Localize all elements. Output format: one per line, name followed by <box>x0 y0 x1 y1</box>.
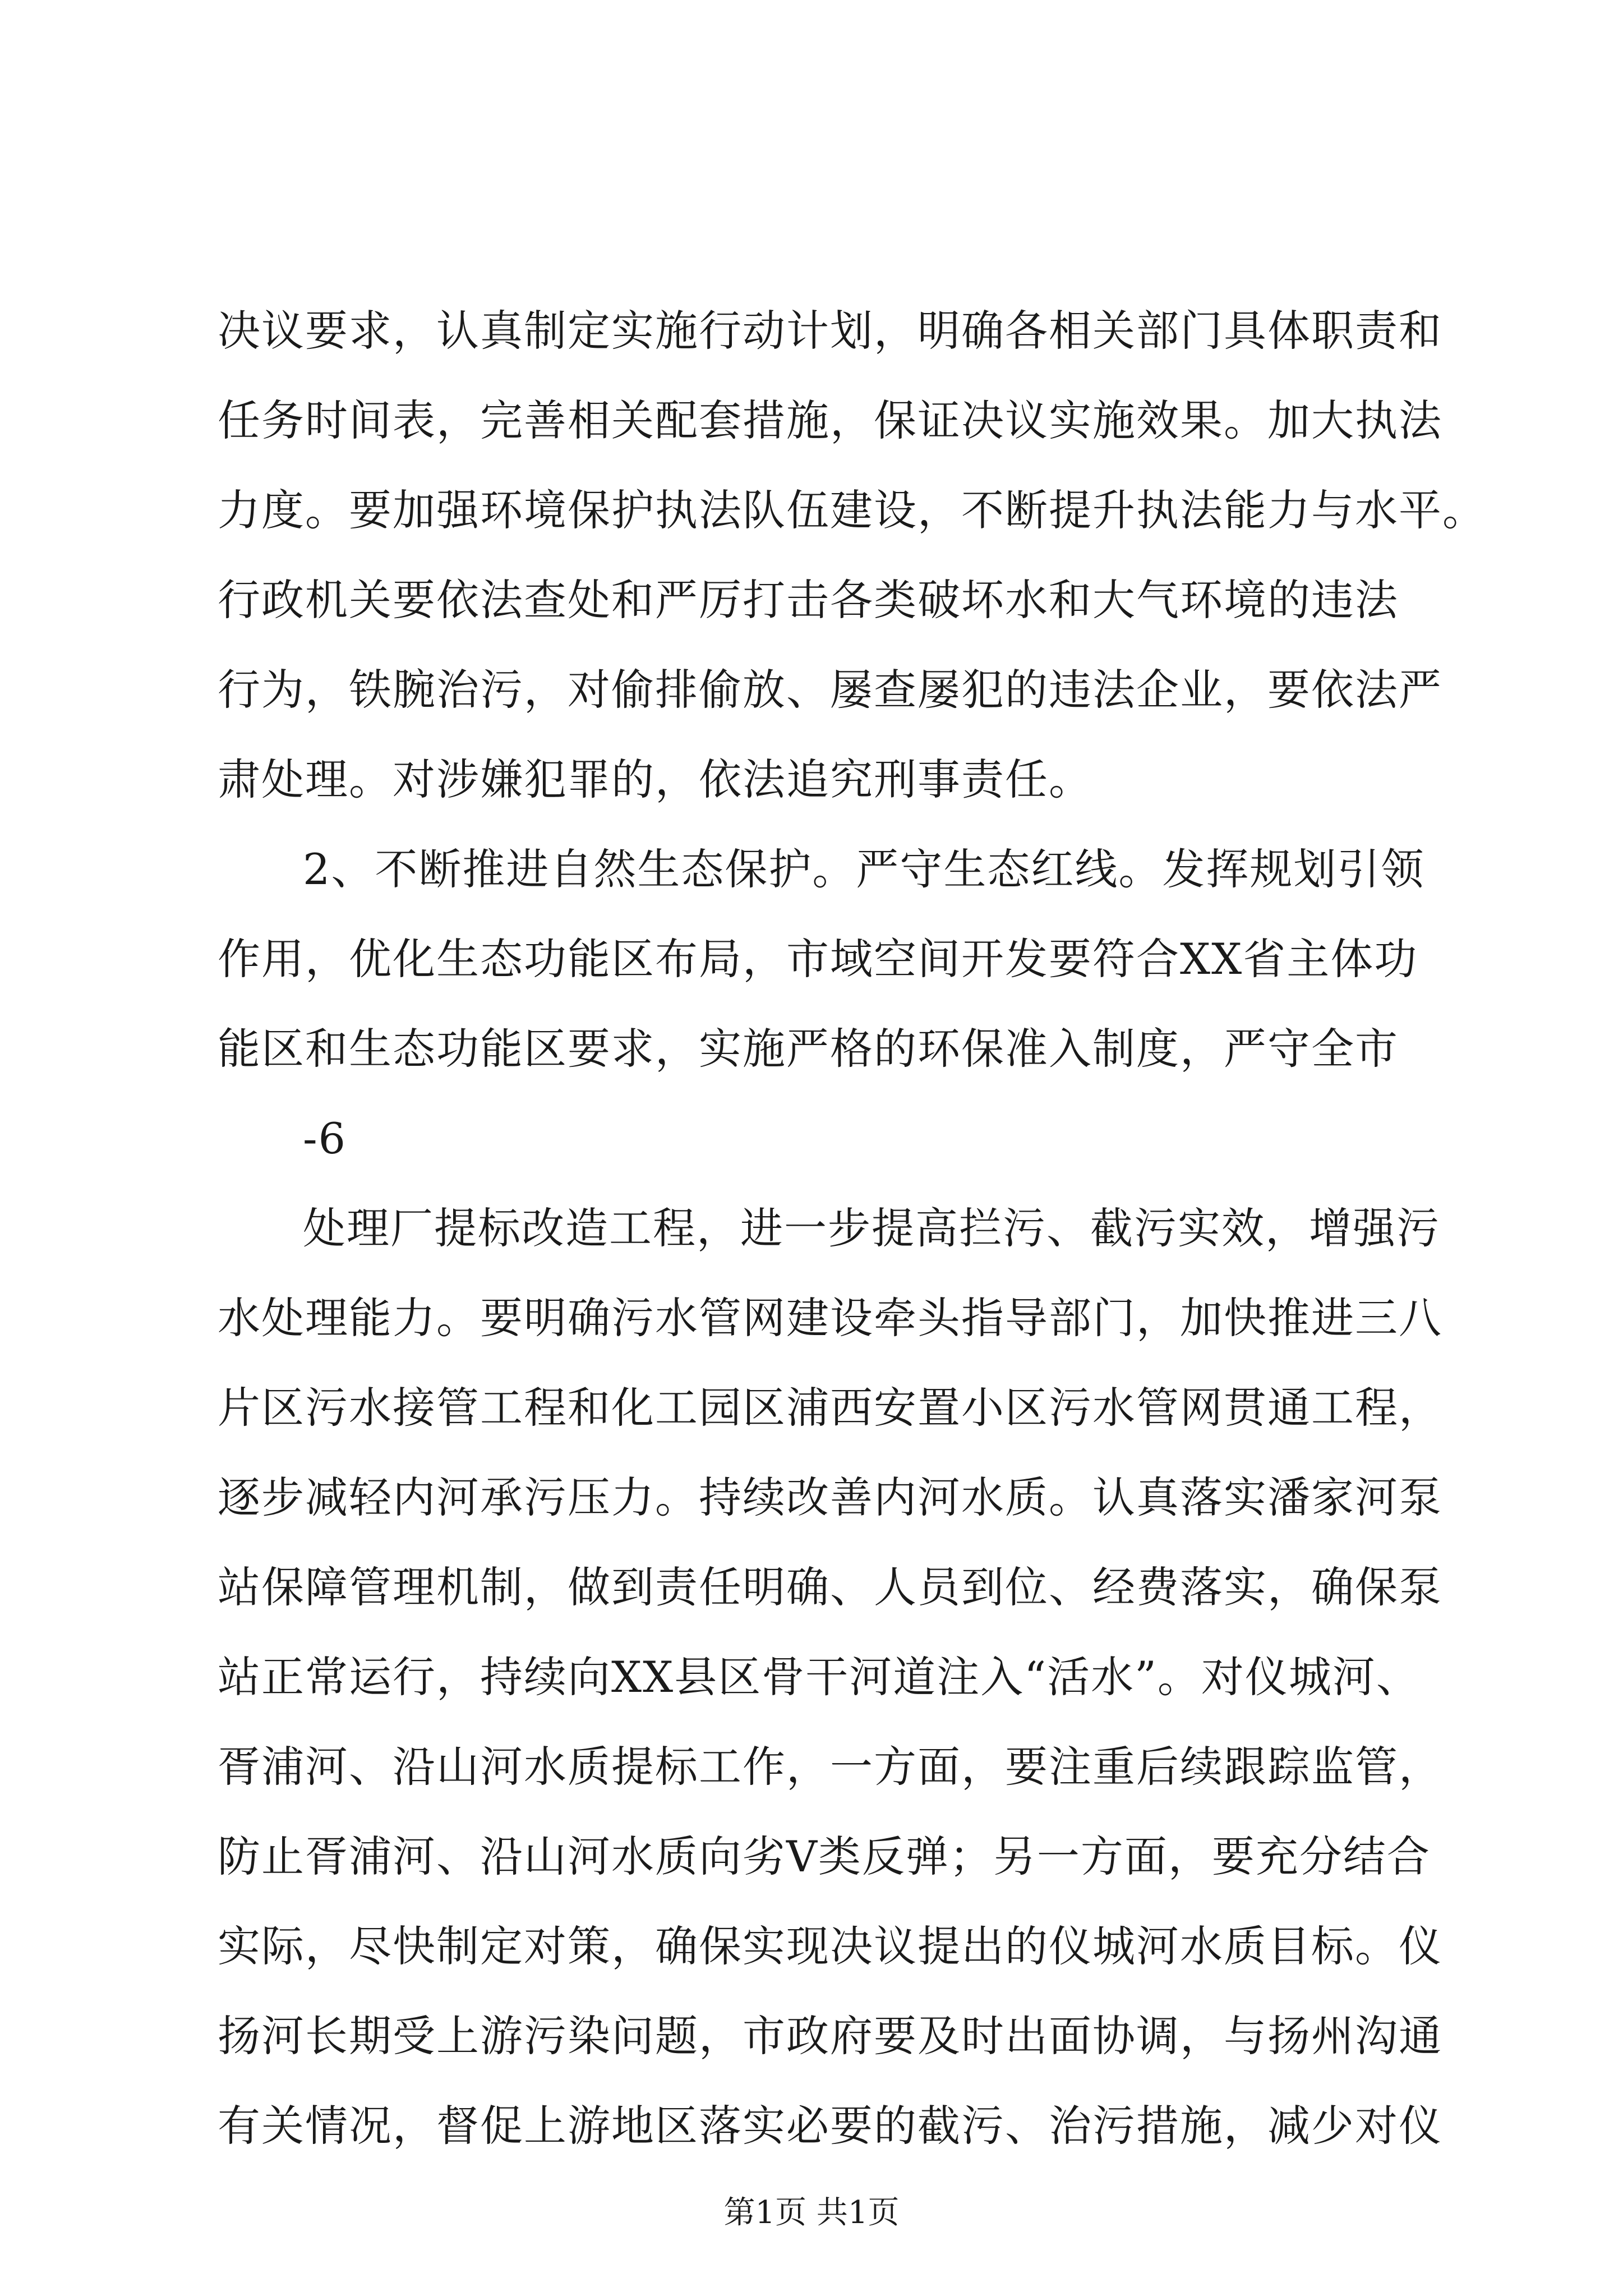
text-line: 逐步减轻内河承污压力。持续改善内河水质。认真落实潘家河泵 <box>218 1473 1442 1522</box>
text-line: 2、不断推进自然生态保护。严守生态红线。发挥规划引领 <box>303 844 1425 894</box>
text-line: 肃处理。对涉嫌犯罪的，依法追究刑事责任。 <box>218 754 1092 804</box>
text-line: 防止胥浦河、沿山河水质向劣Ⅴ类反弹；另一方面，要充分结合 <box>218 1832 1431 1881</box>
text-line: 行为，铁腕治污，对偷排偷放、屡查屡犯的违法企业，要依法严 <box>218 665 1442 715</box>
text-line: 行政机关要依法查处和严厉打击各类破坏水和大气环境的违法 <box>218 575 1399 625</box>
page-footer: 第1页 共1页 <box>723 2194 900 2231</box>
text-line: 胥浦河、沿山河水质提标工作，一方面，要注重后续跟踪监管， <box>218 1742 1442 1792</box>
text-line: 作用，优化生态功能区布局，市域空间开发要符合XX省主体功 <box>218 934 1418 984</box>
text-line: 扬河长期受上游污染问题，市政府要及时出面协调，与扬州沟通 <box>218 2011 1442 2061</box>
page-marker: -6 <box>303 1114 347 1163</box>
text-line: 能区和生态功能区要求，实施严格的环保准入制度，严守全市 <box>218 1024 1399 1074</box>
text-line: 实际，尽快制定对策，确保实现决议提出的仪城河水质目标。仪 <box>218 1921 1442 1971</box>
text-line: 任务时间表，完善相关配套措施，保证决议实施效果。加大执法 <box>218 395 1442 445</box>
text-line: 站正常运行，持续向XX县区骨干河道注入“活水”。对仪城河、 <box>218 1652 1420 1702</box>
text-line: 处理厂提标改造工程，进一步提高拦污、截污实效，增强污 <box>303 1203 1440 1253</box>
text-line: 力度。要加强环境保护执法队伍建设，不断提升执法能力与水平。 <box>218 485 1486 535</box>
text-line: 站保障管理机制，做到责任明确、人员到位、经费落实，确保泵 <box>218 1562 1442 1612</box>
text-line: 决议要求，认真制定实施行动计划，明确各相关部门具体职责和 <box>218 306 1442 356</box>
text-line: 水处理能力。要明确污水管网建设牵头指导部门，加快推进三八 <box>218 1293 1442 1343</box>
text-line: 片区污水接管工程和化工园区浦西安置小区污水管网贯通工程， <box>218 1383 1442 1433</box>
text-line: 有关情况，督促上游地区落实必要的截污、治污措施，减少对仪 <box>218 2101 1442 2151</box>
